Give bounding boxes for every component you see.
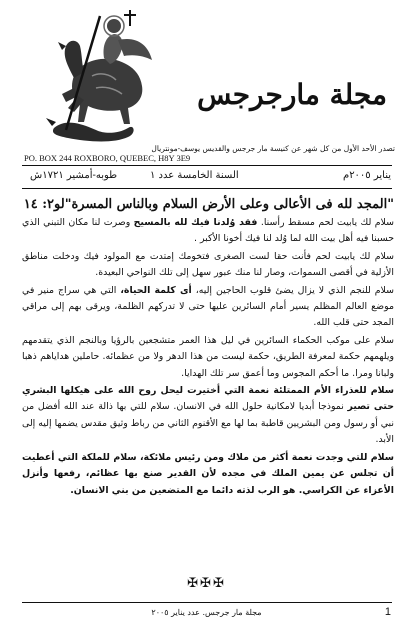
paragraph-bethlehem-2 [22,249,394,282]
header-divider-bottom [22,188,392,189]
paragraph-lead: سلام على موكب الحكماء السائرين في ليل هذا العمر متشجعين بالرؤيا وبالنجم الذي يتقدمهم ويلهمهم حكمة لمعرفة الطريق، حكمة ليست من هذا الدهر ولا من عظمائه. حاملين هداياهم ذهبا ولبانا ومرا. ما أحكم المجوس وما أعمق سر تلك الهدايا. [22,334,394,379]
paragraph-tail: نموذجا أبديا لامكانية حلول الله في الانسان. سلام للتي بها ذالة عند الله أفضل من نبي أو رسول ومن البشريين قاطبة بما لها مع الأقنوم الثاني من رباط وثيق مقدس يضمها إليه إلى الأبد. [22,401,394,446]
coptic-month: طوبه-أمشير ١٧٢١ش [30,170,118,181]
footer-issue-note: مجلة مار جرجس. عدد يناير ٢٠٠٥ [151,608,262,617]
paragraph-bold: سلام للتي وجدت نعمة أكثر من ملاك ومن رئيس ملائكة، سلام للملكة التي أعطيت أن تجلس عن يمين الملك في مجده لأن القدير صنع بها عظائم، رفعها وأنزل الأعزاء عن الكراسي. هو الرب لذته دائما مع المتضعين من بني الانسان. [22,451,394,496]
issue-number: السنة الخامسة عدد ١ [150,170,239,181]
paragraph-bethlehem-1 [22,215,394,248]
paragraph-star [22,283,394,332]
paragraph-lead: سلام لك يابيت لحم فأنت حقا لست الصغرى فتخومك إمتدت مع المولود فيك ودخلت مناطق الأزلية في أقصى السموات، وصار لنا منك عبور سهل إلى تلك النواحي البعيدة. [22,250,394,279]
paragraph-magi [22,333,394,382]
publication-note: تصدر الأحد الأول من كل شهر عن كنيسة مار جرجس والقديس يوسف-مونتريال [151,144,395,153]
paragraph-queen [22,450,394,499]
paragraph-virgin-mother [22,383,394,449]
paragraph-tail: التي هي سراج منير في موضع العالم المظلم يسير أمام السائرين عليها حتى لا تدركهم الظلمة، ويرقى بهم إلى مراقي المجد حتى قلب الله. [22,284,394,329]
mailing-address: PO. BOX 244 ROXBORO, QUEBEC, H8Y 3E9 [24,153,191,163]
issue-date: يناير ٢٠٠٥م [342,170,391,181]
page-number: 1 [384,606,391,618]
article-body [22,196,394,500]
saint-george-emblem [44,6,164,146]
paragraph-tail: وصرت لنا مكان التبني الذي حسبنا فيه أهل بيت الله لما وُلد لنا فيك أخونا الأكبر . [22,217,394,245]
article-headline: "المجد لله فى الأعالى وعلى الأرض السلام وبالناس المسرة"لو٢: ١٤ [23,197,394,212]
paragraph-bold: سلام للعذراء الأم الممتلئة نعمة التي أختيرت ليحل روح الله على هيكلها البشري حتى تصير [22,385,395,413]
paragraph-bold: فقد وُلدنا فيك لله بالمسيح [133,217,258,228]
paragraph-bold: أى كلمة الحياة، [120,284,192,296]
header-divider-top [22,165,392,166]
footer-divider [22,602,392,603]
closing-crosses: ✠✠✠ [187,576,226,591]
paragraph-lead: سلام للنجم الذي لا يزال يضئ قلوب الحاجين إليه، [191,284,394,296]
magazine-title: مجلة مارجرجس [197,78,387,111]
paragraph-lead: سلام لك يابيت لحم مسقط رأسنا. [257,217,394,228]
